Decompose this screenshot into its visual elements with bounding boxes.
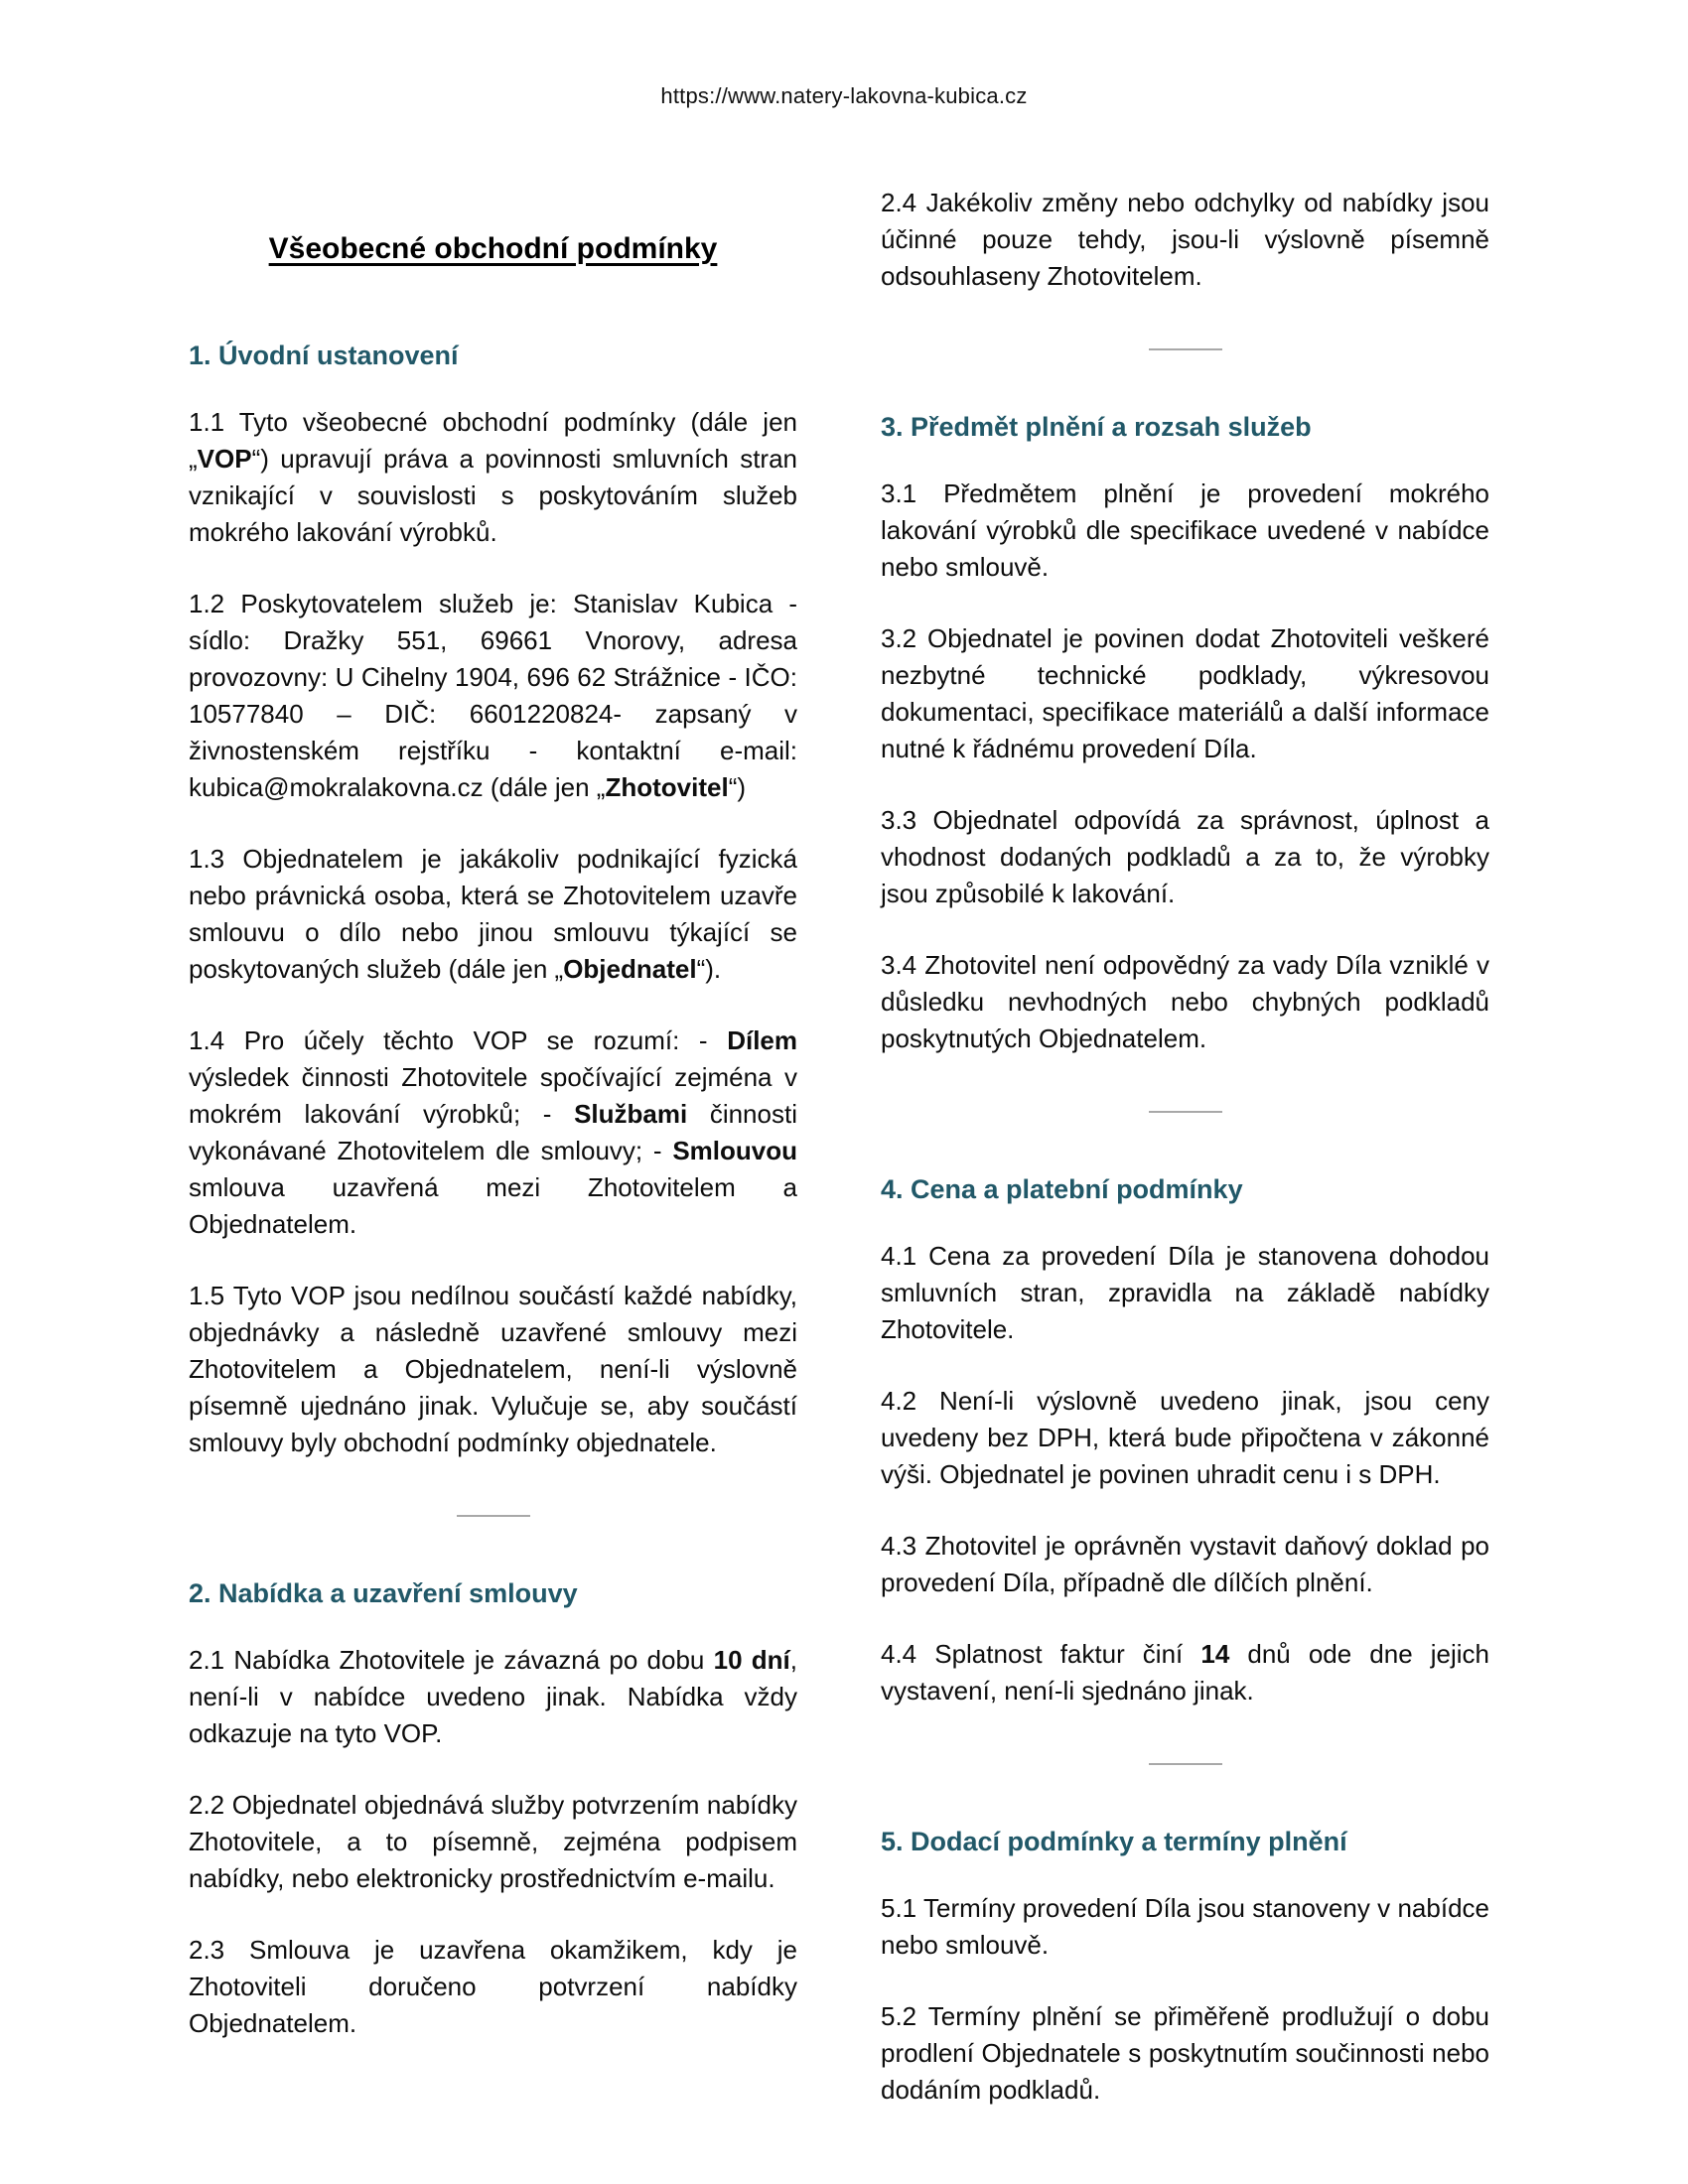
paragraph: 3.2 Objednatel je povinen dodat Zhotoviteli veškeré nezbytné technické podklady, výkresovou dokumentaci, specifikace materiálů a další informace nutné k řádnému provedení Díla. [881,623,1489,763]
left-column-sections [189,339,797,2042]
paragraph: 2.3 Smlouva je uzavřena okamžikem, kdy je Zhotoviteli doručeno potvrzení nabídky Objednatelem. [189,1935,797,2038]
paragraph: 1.5 Tyto VOP jsou nedílnou součástí každé nabídky, objednávky a následně uzavřené smlouvy mezi Zhotovitelem a Objednatelem, není-li výslovně písemně ujednáno jinak. Vylučuje se, aby součástí smlouvy byly obchodní podmínky objednatele. [189,1281,797,1457]
paragraph: 3.4 Zhotovitel není odpovědný za vady Díla vzniklé v důsledku nevhodných nebo chybných podkladů poskytnutých Objednatelem. [881,950,1489,1053]
left-column [189,109,797,2143]
paragraph: 2.4 Jakékoliv změny nebo odchylky od nabídky jsou účinné pouze tehdy, jsou-li výslovně písemně odsouhlaseny Zhotovitelem. [881,188,1489,291]
right-column-sections [881,185,1489,2109]
section-heading: 4. Cena a platební podmínky [881,1174,1243,1204]
paragraph: 1.4 Pro účely těchto VOP se rozumí: - Dílem výsledek činnosti Zhotovitele spočívající zejména v mokrém lakování výrobků; - Službami činnosti vykonávané Zhotovitelem dle smlouvy; - Smlouvou smlouva uzavřená mezi Zhotovitelem a Objednatelem. [189,1025,797,1239]
paragraph: 3.1 Předmětem plnění je provedení mokrého lakování výrobků dle specifikace uvedené v nabídce nebo smlouvě. [881,478,1489,582]
paragraph: 1.2 Poskytovatelem služeb je: Stanislav Kubica - sídlo: Dražky 551, 69661 Vnorovy, adresa provozovny: U Cihelny 1904, 696 62 Strážnice - IČO: 10577840 – DIČ: 6601220824- zapsaný v živnostenském rejstříku - kontaktní e-mail: kubica@mokralakovna.cz (dále jen „Zhotovitel“) [189,589,797,802]
paragraph: 2.2 Objednatel objednává služby potvrzením nabídky Zhotovitele, a to písemně, zejména podpisem nabídky, nebo elektronicky prostřednictvím e-mailu. [189,1790,797,1893]
paragraph: 5.2 Termíny plnění se přiměřeně prodlužují o dobu prodlení Objednatele s poskytnutím součinnosti nebo dodáním podkladů. [881,2001,1489,2105]
section-heading: 3. Předmět plnění a rozsah služeb [881,412,1312,442]
paragraph: 2.1 Nabídka Zhotovitele je závazná po dobu 10 dní, není-li v nabídce uvedeno jinak. Nabídka vždy odkazuje na tyto VOP. [189,1645,797,1748]
section-heading: 5. Dodací podmínky a termíny plnění [881,1827,1347,1856]
paragraph: 3.3 Objednatel odpovídá za správnost, úplnost a vhodnost dodaných podkladů a za to, že výrobky jsou způsobilé k lakování. [881,805,1489,908]
right-column [881,109,1489,2143]
section-divider [1149,348,1222,350]
section-divider [1149,1111,1222,1113]
section-heading: 1. Úvodní ustanovení [189,341,459,370]
section-heading: 2. Nabídka a uzavření smlouvy [189,1578,578,1608]
paragraph: 4.1 Cena za provedení Díla je stanovena dohodou smluvních stran, zpravidla na základě nabídky Zhotovitele. [881,1241,1489,1344]
paragraph: 4.2 Není-li výslovně uvedeno jinak, jsou ceny uvedeny bez DPH, která bude připočtena v zákonné výši. Objednatel je povinen uhradit cenu i s DPH. [881,1386,1489,1489]
paragraph: 5.1 Termíny provedení Díla jsou stanoveny v nabídce nebo smlouvě. [881,1893,1489,1960]
paragraph: 4.3 Zhotovitel je oprávněn vystavit daňový doklad po provedení Díla, případně dle dílčích plnění. [881,1531,1489,1597]
section-divider [457,1515,530,1517]
paragraph: 4.4 Splatnost faktur činí 14 dnů ode dne jejich vystavení, není-li sjednáno jinak. [881,1639,1489,1706]
paragraph: 1.3 Objednatelem je jakákoliv podnikající fyzická nebo právnická osoba, která se Zhotovitelem uzavře smlouvu o dílo nebo jinou smlouvu týkající se poskytovaných služeb (dále jen „Objednatel“). [189,844,797,984]
two-column-content [0,109,1688,2143]
document-title [189,230,797,267]
section-divider [1149,1763,1222,1765]
paragraph: 1.1 Tyto všeobecné obchodní podmínky (dále jen „VOP“) upravují práva a povinnosti smluvních stran vznikající v souvislosti s poskytováním služeb mokrého lakování výrobků. [189,407,797,547]
browser-print-url-header: https://www.natery-lakovna-kubica.cz [660,83,1028,108]
document-title-text: Všeobecné obchodní podmínky [268,232,718,265]
